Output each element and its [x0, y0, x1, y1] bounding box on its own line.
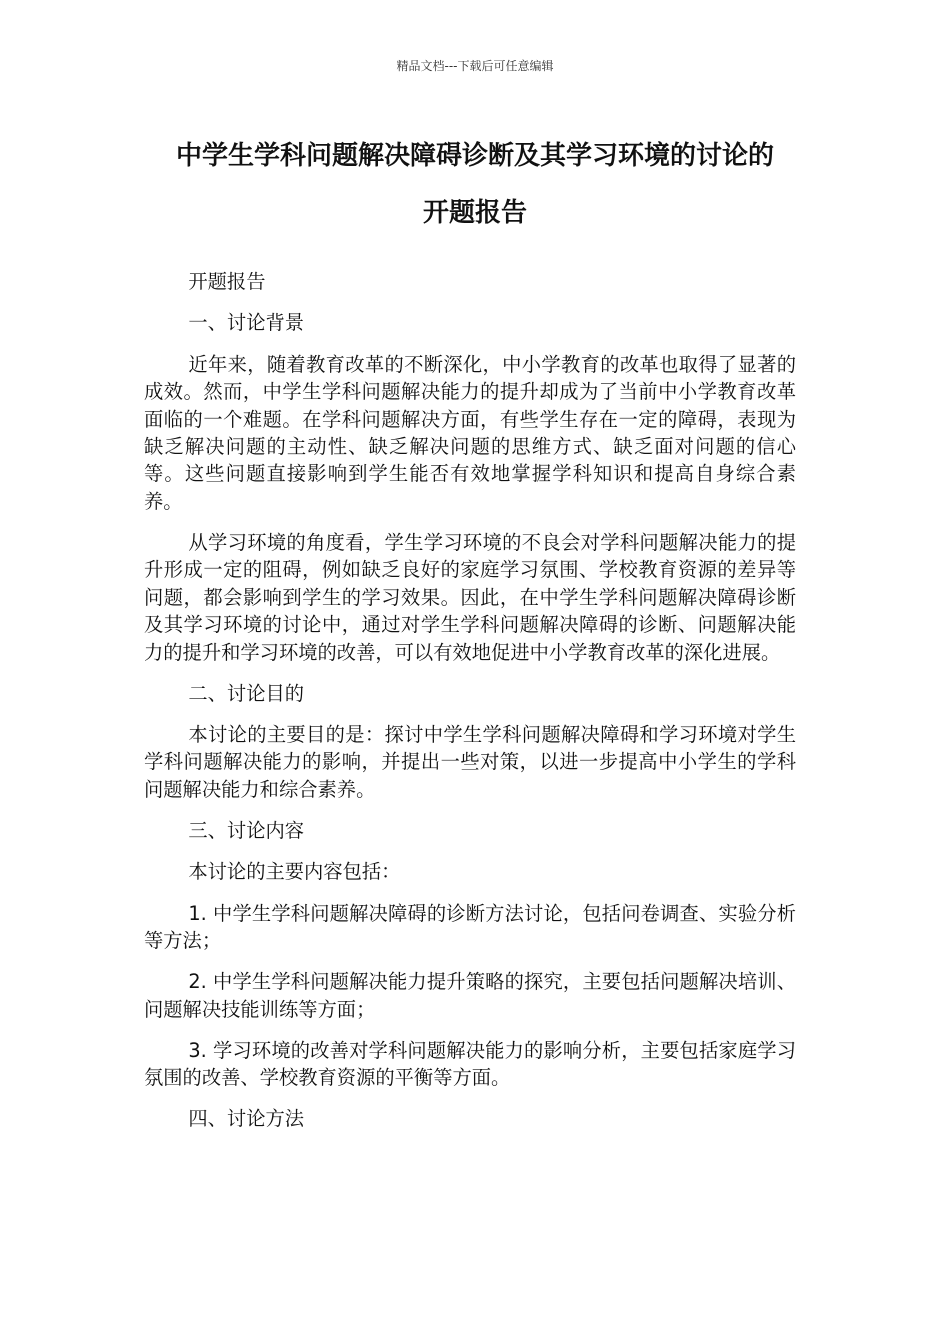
document-body [144, 268, 796, 1147]
section-label-kaiti: 开题报告 [188, 270, 266, 293]
paragraph-background-2: 从学习环境的角度看，学生学习环境的不良会对学科问题解决能力的提升形成一定的阻碍，例如缺乏良好的家庭学习氛围、学校教育资源的差异等问题，都会影响到学生的学习效果。因此，在中学生学科问题解决障碍诊断及其学习环境的讨论中，通过对学生学科问题解决障碍的诊断、问题解决能力的提升和学习环境的改善，可以有效地促进中小学教育改革的深化进展。 [144, 530, 796, 664]
paragraph-purpose: 本讨论的主要目的是：探讨中学生学科问题解决障碍和学习环境对学生学科问题解决能力的影响，并提出一些对策，以进一步提高中小学生的学科问题解决能力和综合素养。 [144, 723, 796, 801]
heading-background: 一、讨论背景 [188, 311, 305, 335]
page-header: 精品文档---下载后可任意编辑 [396, 59, 554, 73]
heading-purpose: 二、讨论目的 [188, 681, 305, 705]
title-line-1: 中学生学科问题解决障碍诊断及其学习环境的讨论的 [175, 141, 774, 171]
heading-method: 四、讨论方法 [188, 1107, 305, 1131]
title-line-2: 开题报告 [422, 198, 527, 228]
paragraph-content-intro: 本讨论的主要内容包括： [188, 860, 401, 884]
paragraph-background-1: 近年来，随着教育改革的不断深化，中小学教育的改革也取得了显著的成效。然而，中学生学科问题解决能力的提升却成为了当前中小学教育改革面临的一个难题。在学科问题解决方面，有些学生存在一定的障碍，表现为缺乏解决问题的主动性、缺乏解决问题的思维方式、缺乏面对问题的信心等。这些问题直接影响到学生能否有效地掌握学科知识和提高自身综合素养。 [144, 352, 796, 513]
list-item-3: 3. 学习环境的改善对学科问题解决能力的影响分析，主要包括家庭学习氛围的改善、学校教育资源的平衡等方面。 [144, 1038, 796, 1090]
document-title [130, 128, 820, 242]
heading-content: 三、讨论内容 [188, 818, 305, 842]
list-item-1: 1. 中学生学科问题解决障碍的诊断方法讨论，包括问卷调查、实验分析等方法； [144, 901, 796, 953]
list-item-2: 2. 中学生学科问题解决能力提升策略的探究，主要包括问题解决培训、问题解决技能训练等方面； [144, 970, 796, 1021]
